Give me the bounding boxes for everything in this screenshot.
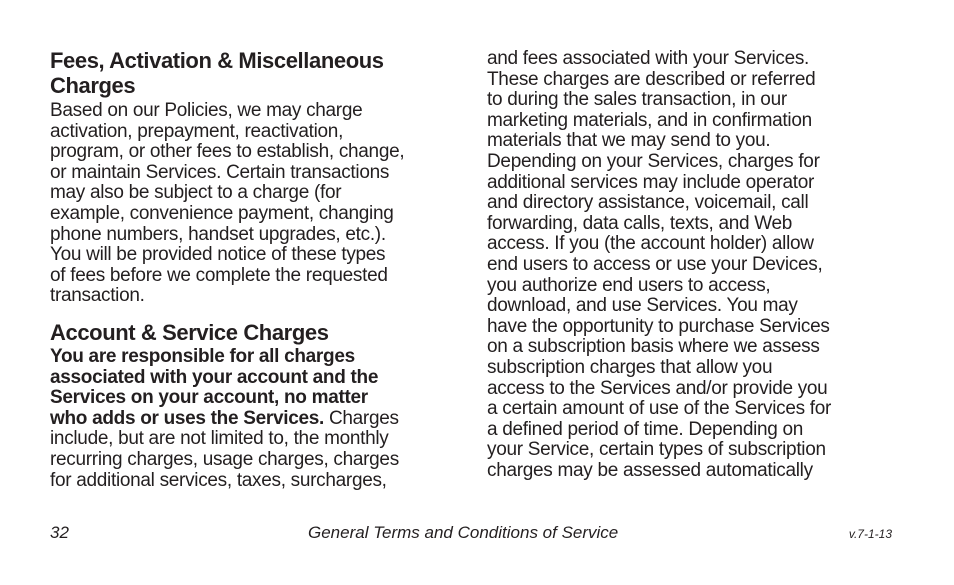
account-charges-paragraph [50, 347, 462, 491]
continued-paragraph: and fees associated with your Services. These charges are described or referred to during the sales transaction, in our marketing materials, and in confirmation materials that we may send to you. Depending on your Services, charges for additional services may include operator and directory assistance, voicemail, call forwarding, data calls, texts, and Web access. If you (the account holder) allow end users to access or use your Devices, you authorize end users to access, download, and use Services. You may have the opportunity to purchase Services on a subscription basis where we assess subscription charges that allow you access to the Services and/or provide you a certain amount of use of the Services for a defined period of time. Depending on your Service, certain types of subscription charges may be assessed automatically [487, 48, 832, 481]
version-label: v.7-1-13 [848, 527, 892, 541]
section-heading-account-charges: Account & Service Charges [50, 319, 329, 345]
footer-document-title: General Terms and Conditions of Service [308, 523, 619, 542]
section-heading-fees: Fees, Activation & Miscellaneous Charges [50, 48, 384, 98]
account-charges-text: Charges include, but are not limited to, the monthly recurring charges, usage charges, charges for additional services, taxes, surcharges, [50, 407, 399, 491]
right-column [487, 49, 887, 481]
page-footer [50, 523, 892, 545]
fees-paragraph: Based on our Policies, we may charge activation, prepayment, reactivation, program, or other fees to establish, change, or maintain Services. Certain transactions may also be subject to a charge (for example, convenience payment, changing phone numbers, handset upgrades, etc.). You will be provided notice of these types of fees before we complete the requested transaction. [50, 100, 405, 307]
left-column [50, 48, 462, 491]
account-charges-bold-lead: You are responsible for all charges associated with your account and the Services on your account, no matter who adds or uses the Services. [50, 345, 379, 429]
page-number: 32 [50, 523, 69, 542]
